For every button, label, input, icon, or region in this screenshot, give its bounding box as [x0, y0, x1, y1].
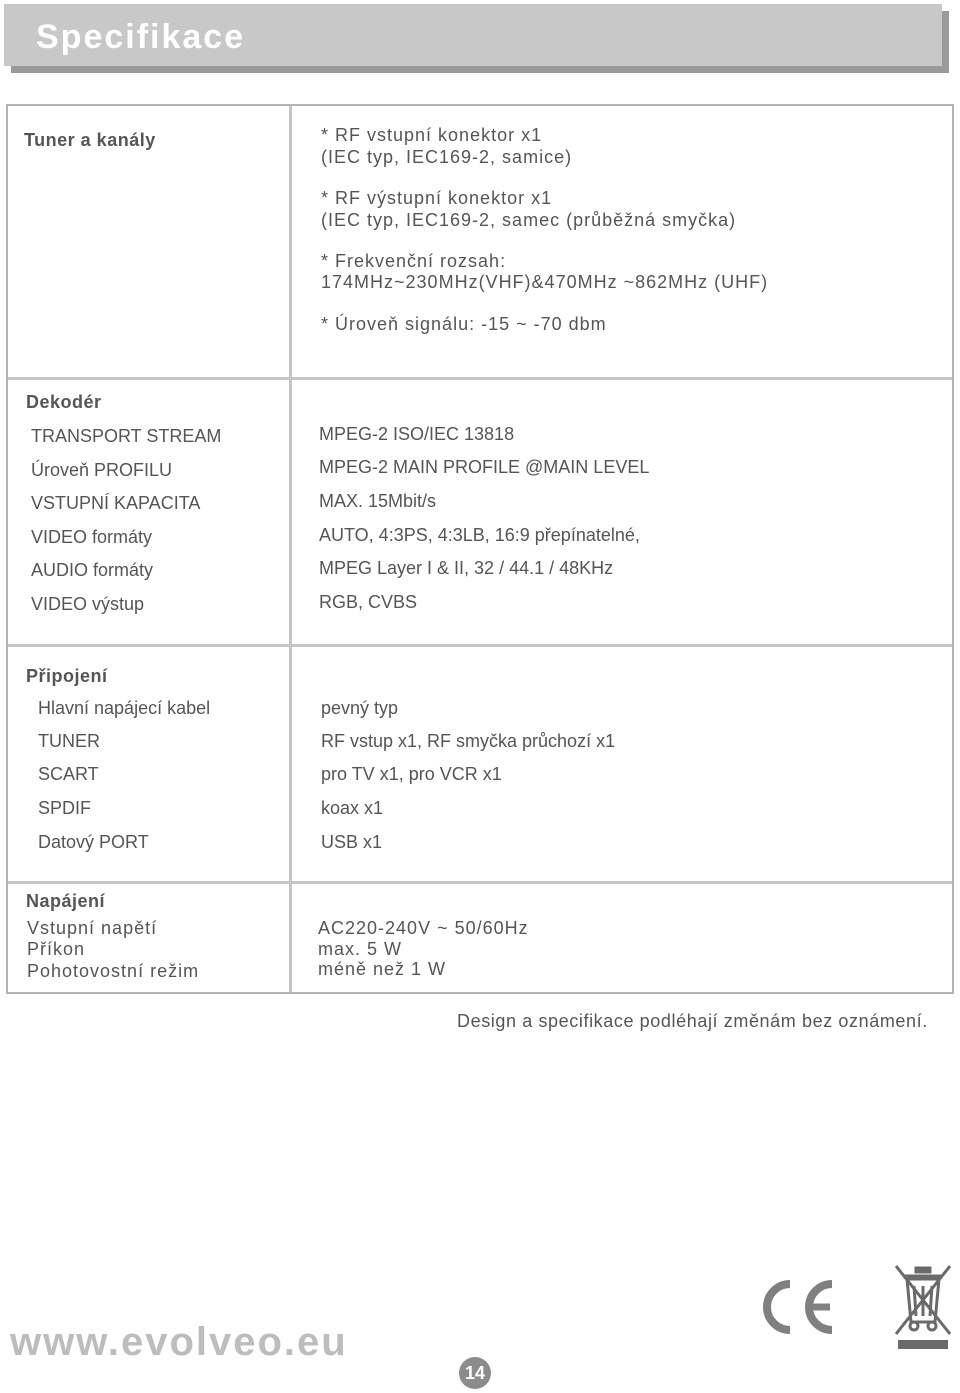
- power-heading: Napájení: [26, 891, 106, 911]
- connection-value: RF vstup x1, RF smyčka průchozí x1: [321, 731, 616, 751]
- connection-label: Hlavní napájecí kabel: [38, 698, 211, 718]
- tuner-line: * Úroveň signálu: -15 ~ -70 dbm: [321, 314, 607, 334]
- decoder-value: MPEG-2 MAIN PROFILE @MAIN LEVEL: [319, 457, 650, 477]
- decoder-value: MPEG-2 ISO/IEC 13818: [319, 424, 515, 444]
- page-title: Specifikace: [36, 18, 246, 56]
- tuner-heading: Tuner a kanály: [24, 130, 156, 150]
- row-divider: [8, 881, 952, 884]
- tuner-line: * RF výstupní konektor x1: [321, 188, 553, 208]
- connection-value: pro TV x1, pro VCR x1: [321, 764, 502, 784]
- power-label: Příkon: [27, 939, 86, 959]
- connection-value: USB x1: [321, 832, 383, 852]
- decoder-label: AUDIO formáty: [31, 560, 154, 580]
- tuner-line: 174MHz~230MHz(VHF)&470MHz ~862MHz (UHF): [321, 272, 769, 292]
- connection-label: TUNER: [38, 731, 100, 751]
- decoder-label: Úroveň PROFILU: [31, 460, 173, 480]
- power-label: Pohotovostní režim: [27, 961, 200, 981]
- decoder-value: MPEG Layer I & II, 32 / 44.1 / 48KHz: [319, 558, 614, 578]
- decoder-value: MAX. 15Mbit/s: [319, 491, 437, 511]
- tuner-line: (IEC typ, IEC169-2, samec (průběžná smyčka): [321, 210, 737, 230]
- power-value: AC220-240V ~ 50/60Hz: [318, 918, 529, 938]
- row-divider: [8, 644, 952, 647]
- column-divider: [289, 106, 292, 992]
- spec-table: [6, 104, 954, 994]
- decoder-value: RGB, CVBS: [319, 592, 418, 612]
- decoder-heading: Dekodér: [26, 392, 102, 412]
- decoder-value: AUTO, 4:3PS, 4:3LB, 16:9 přepínatelné,: [319, 525, 640, 545]
- tuner-line: (IEC typ, IEC169-2, samice): [321, 147, 573, 167]
- connection-heading: Připojení: [26, 666, 108, 686]
- decoder-label: VIDEO formáty: [31, 527, 153, 547]
- disclaimer-note: Design a specifikace podléhají změnám bez oznámení.: [457, 1011, 928, 1031]
- power-label: Vstupní napětí: [27, 918, 158, 938]
- connection-label: SCART: [38, 764, 99, 784]
- decoder-label: VIDEO výstup: [31, 594, 145, 614]
- title-bar: [4, 4, 942, 66]
- page-number: 14: [459, 1357, 491, 1389]
- tuner-line: * RF vstupní konektor x1: [321, 125, 543, 145]
- power-value: max. 5 W: [318, 939, 403, 959]
- row-divider: [8, 377, 952, 380]
- website-url: www.evolveo.eu: [10, 1320, 348, 1364]
- ce-mark-icon: [758, 1276, 838, 1338]
- connection-value: pevný typ: [321, 698, 399, 718]
- connection-value: koax x1: [321, 798, 384, 818]
- decoder-label: VSTUPNÍ KAPACITA: [31, 493, 201, 513]
- tuner-line: * Frekvenční rozsah:: [321, 251, 507, 271]
- power-value: méně než 1 W: [318, 959, 447, 979]
- connection-label: Datový PORT: [38, 832, 149, 852]
- weee-crossed-bin-icon: [892, 1262, 954, 1380]
- decoder-label: TRANSPORT STREAM: [31, 426, 222, 446]
- connection-label: SPDIF: [38, 798, 92, 818]
